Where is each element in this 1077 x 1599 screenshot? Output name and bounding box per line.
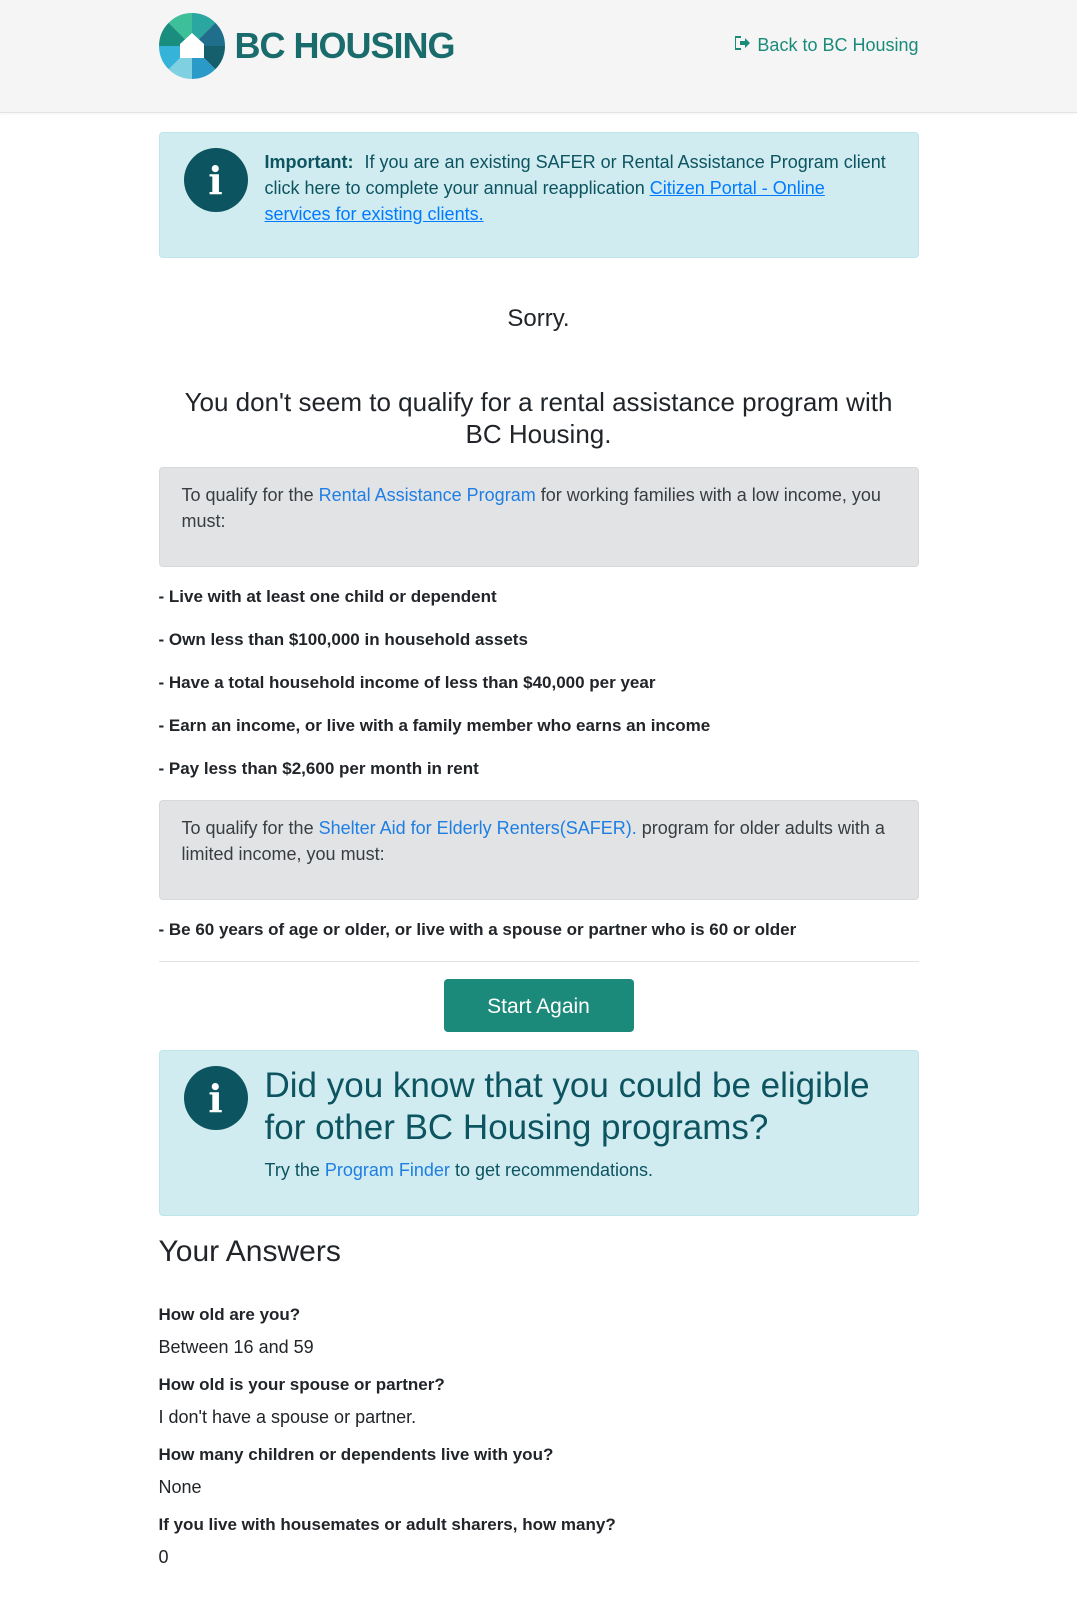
info-icon: i (184, 1066, 248, 1130)
site-header (0, 0, 1077, 113)
logo-text: BC HOUSING (234, 25, 455, 66)
rap-info-box (159, 467, 919, 567)
result-headline: You don't seem to qualify for a rental assistance program with BC Housing. (184, 387, 893, 449)
answer-value: Between 16 and 59 (158, 1337, 314, 1357)
eligible-alert (159, 1050, 919, 1216)
answer-question: How many children or dependents live with you? (158, 1445, 554, 1464)
bc-housing-logo[interactable] (159, 13, 455, 79)
requirement-item: - Live with at least one child or dependent (158, 587, 497, 606)
requirement-item: - Pay less than $2,600 per month in rent (158, 759, 479, 778)
important-message: If you are an existing SAFER or Rental Assistance Program client click here to complete your annual reapplication (264, 152, 886, 198)
eligible-suffix: to get recommendations. (454, 1160, 654, 1180)
sign-out-icon (733, 35, 751, 56)
safer-info-box (159, 800, 919, 900)
safer-program-link[interactable]: Shelter Aid for Elderly Renters(SAFER). (318, 818, 637, 838)
rental-assistance-program-link[interactable]: Rental Assistance Program (318, 485, 536, 505)
safer-prefix: To qualify for the (181, 818, 314, 838)
back-link-label: Back to BC Housing (757, 35, 919, 55)
citizen-portal-link[interactable]: Citizen Portal - Online services for existing clients. (264, 178, 825, 224)
answers-list (159, 1303, 919, 1569)
answer-question: How old are you? (158, 1305, 301, 1324)
divider (159, 961, 919, 962)
answer-value: None (158, 1477, 202, 1497)
answer-value: 0 (158, 1547, 169, 1567)
logo-wheel-icon (159, 13, 225, 79)
main-content (159, 132, 919, 1569)
important-text (265, 149, 888, 227)
rap-requirements (159, 584, 919, 782)
eligible-prefix: Try the (264, 1160, 320, 1180)
program-finder-link[interactable]: Program Finder (324, 1160, 450, 1180)
answer-value: I don't have a spouse or partner. (158, 1407, 417, 1427)
rap-suffix: for working families with a low income, you must: (181, 485, 881, 531)
rap-prefix: To qualify for the (181, 485, 314, 505)
safer-suffix: program for older adults with a limited income, you must: (181, 818, 885, 864)
your-answers-heading: Your Answers (158, 1235, 341, 1268)
safer-requirements (159, 917, 919, 943)
back-to-bc-housing-link[interactable] (733, 35, 918, 56)
important-label: Important: (264, 152, 354, 172)
answer-question: If you live with housemates or adult sharers, how many? (158, 1515, 616, 1534)
answer-question: How old is your spouse or partner? (158, 1375, 445, 1394)
requirement-item: - Have a total household income of less than $40,000 per year (158, 673, 656, 692)
eligible-subtext (265, 1158, 654, 1182)
requirement-item: - Earn an income, or live with a family member who earns an income (158, 716, 711, 735)
important-alert (159, 132, 919, 258)
start-again-button[interactable]: Start Again (444, 979, 634, 1032)
requirement-item: - Own less than $100,000 in household assets (158, 630, 528, 649)
info-icon: i (184, 148, 248, 212)
eligible-title: Did you know that you could be eligible for other BC Housing programs? (264, 1066, 870, 1147)
sorry-heading: Sorry. (507, 305, 570, 332)
requirement-item: - Be 60 years of age or older, or live with a spouse or partner who is 60 or older (158, 920, 797, 939)
